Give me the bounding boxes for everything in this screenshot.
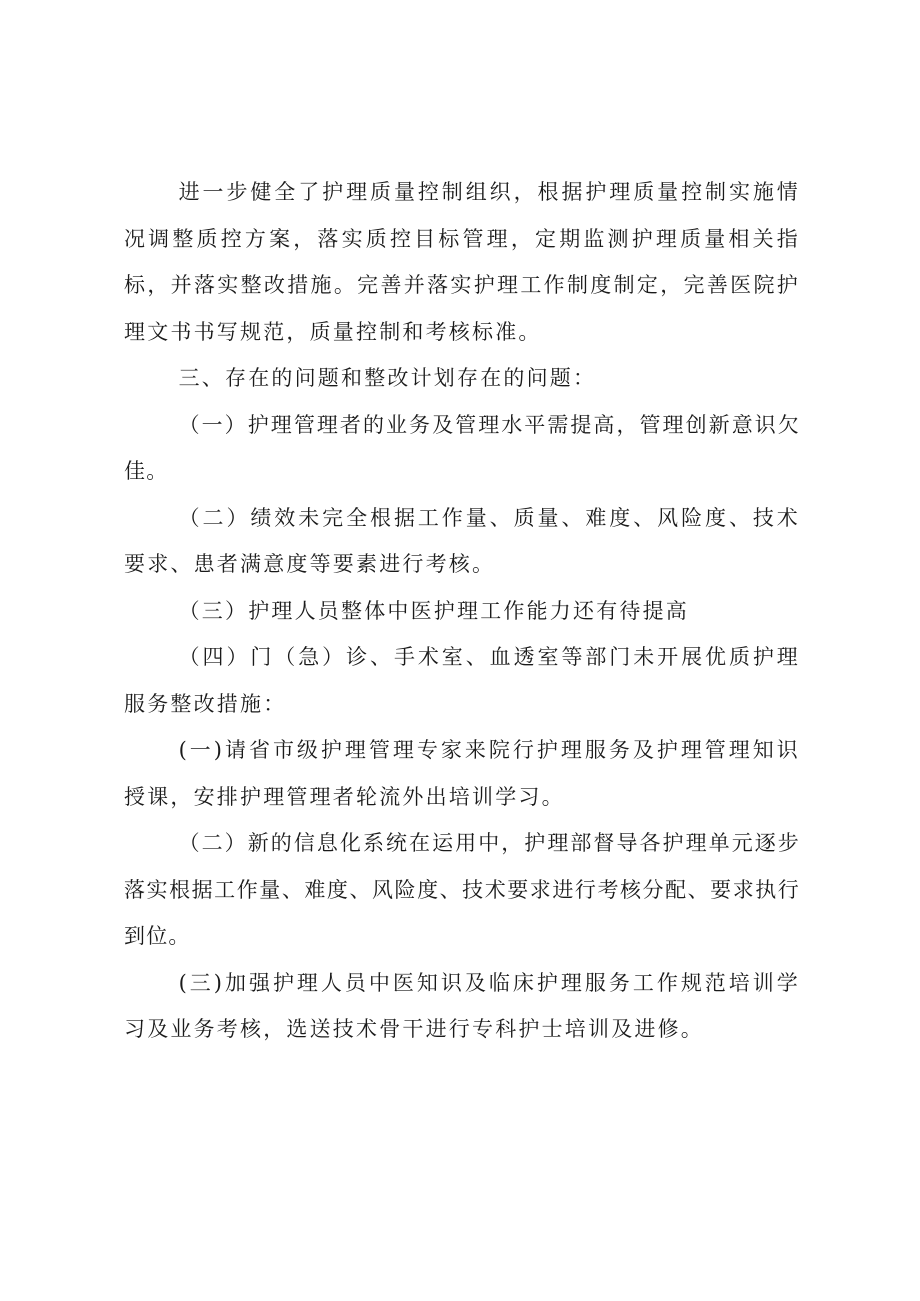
- problem-item-4: （四）门（急）诊、手术室、血透室等部门未开展优质护理服务整改措施：: [124, 645, 800, 716]
- problem-item-2: （二）绩效未完全根据工作量、质量、难度、风险度、技术要求、患者满意度等要素进行考核。: [124, 505, 800, 576]
- paragraph-quality-control: 进一步健全了护理质量控制组织，根据护理质量控制实施情况调整质控方案，落实质控目标管理，定期监测护理质量相关指标，并落实整改措施。完善并落实护理工作制度制定，完善医院护理文书书写规范，质量控制和考核标准。: [124, 180, 800, 344]
- heading-problems-and-plan: 三、存在的问题和整改计划存在的问题：: [178, 366, 597, 390]
- measure-item-3: (三)加强护理人员中医知识及临床护理服务工作规范培训学习及业务考核，选送技术骨干进行专科护士培训及进修。: [124, 970, 800, 1041]
- problem-item-1: （一）护理管理者的业务及管理水平需提高，管理创新意识欠佳。: [124, 412, 800, 483]
- measure-item-1: (一)请省市级护理管理专家来院行护理服务及护理管理知识授课，安排护理管理者轮流外出培训学习。: [124, 738, 800, 809]
- problem-item-3: （三）护理人员整体中医护理工作能力还有待提高: [178, 598, 689, 623]
- document-body: [124, 169, 800, 1053]
- measure-item-2: （二）新的信息化系统在运用中，护理部督导各护理单元逐步落实根据工作量、难度、风险度、技术要求进行考核分配、要求执行到位。: [124, 831, 800, 948]
